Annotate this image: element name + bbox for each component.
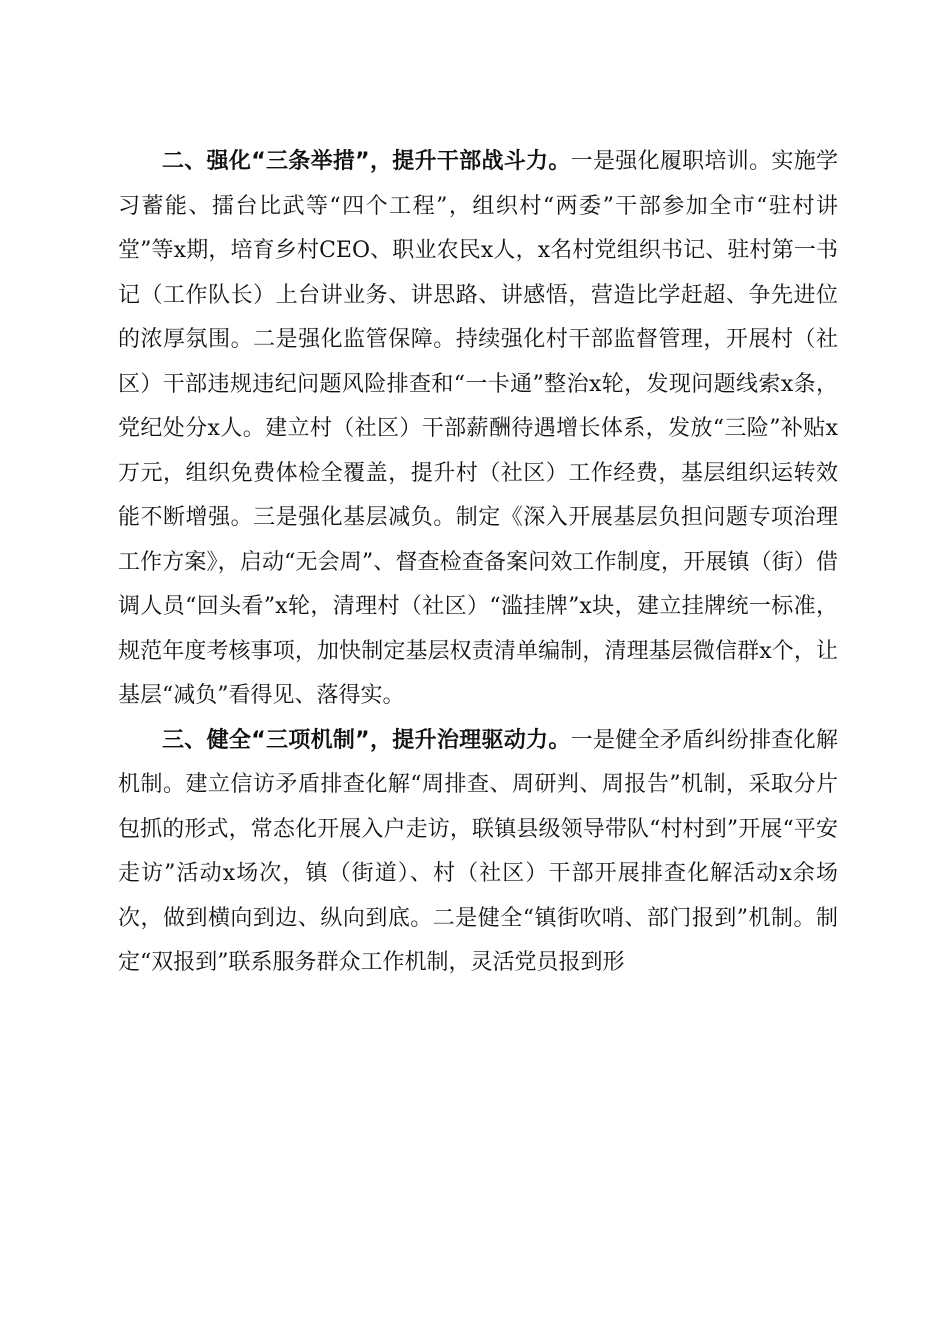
section-three-text: 一是健全矛盾纠纷排查化解机制。建立信访矛盾排查化解“周排查、周研判、周报告”机制，采取分片包抓的形式，常态化开展入户走访，联镇县级领导带队“村村到”开展“平安走访”活动x场次，镇（街道）、村（社区）干部开展排查化解活动x余场次，做到横向到边、纵向到底。二是健全“镇街吹哨、部门报到”机制。制定“双报到”联系服务群众工作机制，灵活党员报到形 xyxy=(118,727,838,975)
section-two-heading: 二、强化“三条举措”，提升干部战斗力。 xyxy=(162,149,571,174)
paragraph-section-two xyxy=(118,140,838,719)
paragraph-section-three xyxy=(118,719,838,986)
document-body xyxy=(118,140,838,986)
section-two-text: 一是强化履职培训。实施学习蓄能、擂台比武等“四个工程”，组织村“两委”干部参加全市“驻村讲堂”等x期，培育乡村CEO、职业农民x人，x名村党组织书记、驻村第一书记（工作队长）上台讲业务、讲思路、讲感悟，营造比学赶超、争先进位的浓厚氛围。二是强化监管保障。持续强化村干部监督管理，开展村（社区）干部违规违纪问题风险排查和“一卡通”整治x轮，发现问题线索x条，党纪处分x人。建立村（社区）干部薪酬待遇增长体系，发放“三险”补贴x万元，组织免费体检全覆盖，提升村（社区）工作经费，基层组织运转效能不断增强。三是强化基层减负。制定《深入开展基层负担问题专项治理工作方案》，启动“无会周”、督查检查备案问效工作制度，开展镇（街）借调人员“回头看”x轮，清理村（社区）“滥挂牌”x块，建立挂牌统一标准，规范年度考核事项，加快制定基层权责清单编制，清理基层微信群x个，让基层“减负”看得见、落得实。 xyxy=(118,149,838,708)
section-three-heading: 三、健全“三项机制”，提升治理驱动力。 xyxy=(162,727,571,753)
